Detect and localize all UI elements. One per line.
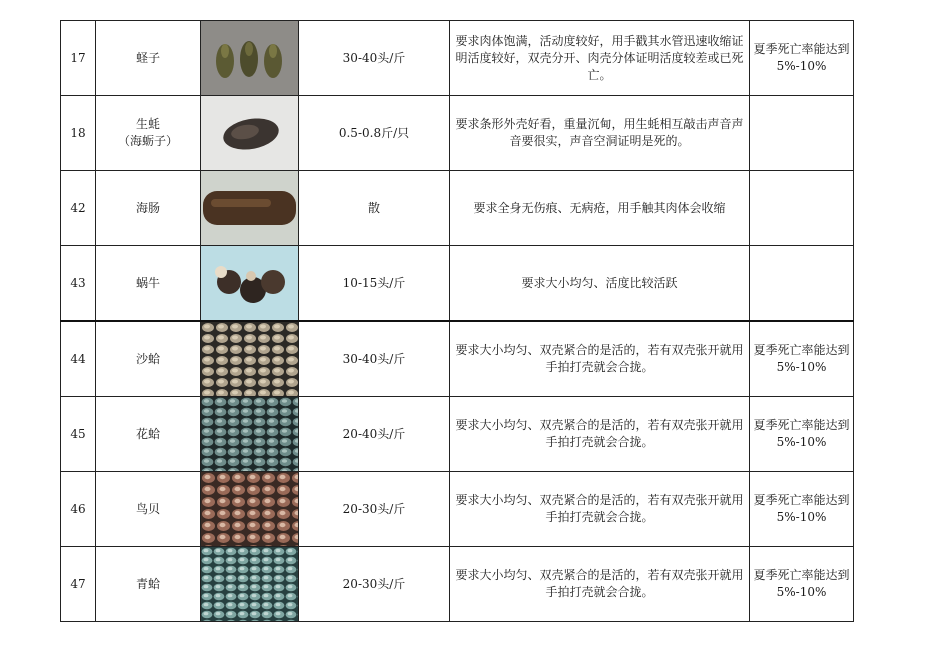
table-row bbox=[61, 246, 854, 322]
table-row bbox=[61, 96, 854, 171]
note bbox=[750, 246, 854, 322]
requirement: 要求肉体饱满，活动度较好，用手戳其水管迅速收缩证明活度较好，双壳分开、肉壳分体证明活度较差或已死亡。 bbox=[450, 21, 750, 96]
note bbox=[750, 96, 854, 171]
spec: 30-40头/斤 bbox=[299, 321, 450, 397]
note: 夏季死亡率能达到5%-10% bbox=[750, 21, 854, 96]
requirement: 要求大小均匀、双壳紧合的是活的，若有双壳张开就用手拍打壳就会合拢。 bbox=[450, 547, 750, 622]
spec: 10-15头/斤 bbox=[299, 246, 450, 322]
spec: 散 bbox=[299, 171, 450, 246]
item-name: 青蛤 bbox=[96, 547, 201, 622]
requirement: 要求大小均匀、双壳紧合的是活的，若有双壳张开就用手拍打壳就会合拢。 bbox=[450, 397, 750, 472]
spec: 30-40头/斤 bbox=[299, 21, 450, 96]
item-number: 46 bbox=[61, 472, 96, 547]
table-row bbox=[61, 21, 854, 96]
snail-photo bbox=[201, 246, 299, 322]
note: 夏季死亡率能达到5%-10% bbox=[750, 547, 854, 622]
table-row bbox=[61, 472, 854, 547]
note: 夏季死亡率能达到5%-10% bbox=[750, 397, 854, 472]
manila-clam-photo bbox=[201, 397, 299, 472]
note: 夏季死亡率能达到5%-10% bbox=[750, 321, 854, 397]
sand-clam-photo bbox=[201, 321, 299, 397]
spec: 20-30头/斤 bbox=[299, 472, 450, 547]
item-number: 44 bbox=[61, 321, 96, 397]
table-row bbox=[61, 547, 854, 622]
requirement: 要求大小均匀、双壳紧合的是活的，若有双壳张开就用手拍打壳就会合拢。 bbox=[450, 472, 750, 547]
item-number: 42 bbox=[61, 171, 96, 246]
sea-worm-photo bbox=[201, 171, 299, 246]
requirement: 要求大小均匀、双壳紧合的是活的，若有双壳张开就用手拍打壳就会合拢。 bbox=[450, 321, 750, 397]
item-name: 蛏子 bbox=[96, 21, 201, 96]
item-name: 海肠 bbox=[96, 171, 201, 246]
table-row bbox=[61, 397, 854, 472]
table-row bbox=[61, 171, 854, 246]
razor-clam-photo bbox=[201, 21, 299, 96]
seafood-spec-table bbox=[60, 20, 854, 622]
note: 夏季死亡率能达到5%-10% bbox=[750, 472, 854, 547]
note bbox=[750, 171, 854, 246]
item-name: 生蚝 （海蛎子） bbox=[96, 96, 201, 171]
item-number: 47 bbox=[61, 547, 96, 622]
green-clam-photo bbox=[201, 547, 299, 622]
item-name: 蜗牛 bbox=[96, 246, 201, 322]
item-name: 鸟贝 bbox=[96, 472, 201, 547]
spec: 0.5-0.8斤/只 bbox=[299, 96, 450, 171]
table-row bbox=[61, 321, 854, 397]
item-number: 43 bbox=[61, 246, 96, 322]
spec: 20-40头/斤 bbox=[299, 397, 450, 472]
item-number: 17 bbox=[61, 21, 96, 96]
requirement: 要求大小均匀、活度比较活跃 bbox=[450, 246, 750, 322]
oyster-photo bbox=[201, 96, 299, 171]
item-name: 沙蛤 bbox=[96, 321, 201, 397]
cockle-photo bbox=[201, 472, 299, 547]
item-number: 45 bbox=[61, 397, 96, 472]
requirement: 要求全身无伤痕、无病疮，用手触其肉体会收缩 bbox=[450, 171, 750, 246]
spec: 20-30头/斤 bbox=[299, 547, 450, 622]
item-name: 花蛤 bbox=[96, 397, 201, 472]
item-number: 18 bbox=[61, 96, 96, 171]
requirement: 要求条形外壳好看，重量沉甸，用生蚝相互敲击声音声音要很实，声音空洞证明是死的。 bbox=[450, 96, 750, 171]
